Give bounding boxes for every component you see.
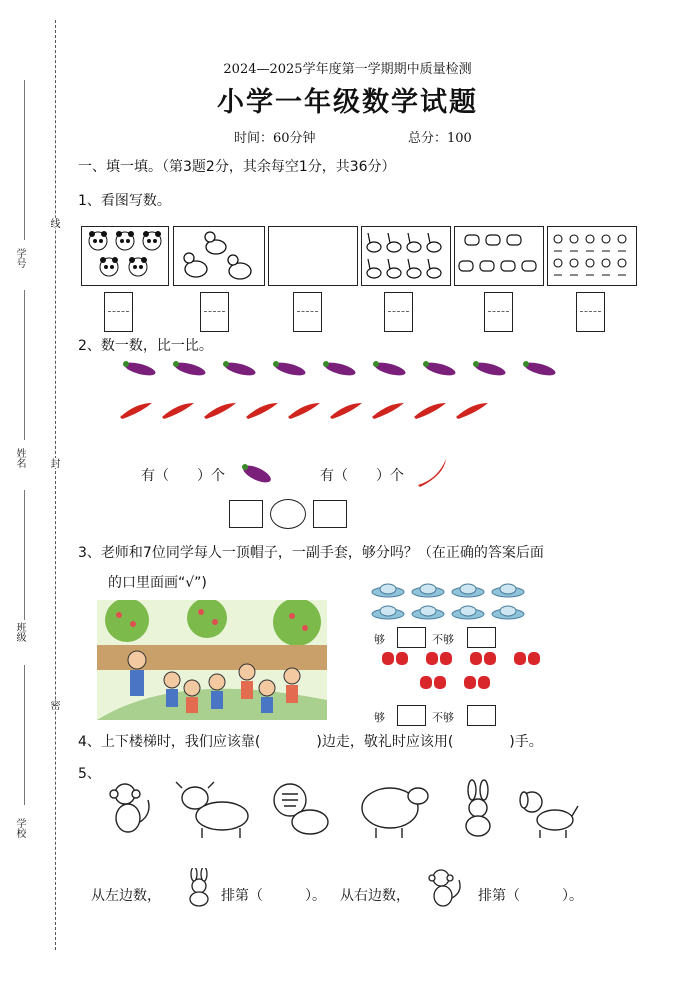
compare-symbol-circle[interactable]	[270, 499, 306, 529]
cut-mark-line: 线	[48, 218, 59, 228]
little-figure-icon	[548, 227, 636, 285]
q4-text: 4、上下楼梯时，我们应该靠( )边走，敬礼时应该用( )手。	[78, 734, 543, 750]
eggplant-row	[120, 355, 560, 385]
q3-glove-not-enough: 不够	[432, 711, 454, 724]
q2-title: 2、数一数，比一比。	[78, 338, 213, 354]
q2-has-chili: 有（ ）个	[320, 468, 404, 484]
answer-box[interactable]	[576, 292, 605, 332]
q2-has-eggplant: 有（ ）个	[141, 468, 225, 484]
q3-hat-enough: 够	[374, 633, 385, 646]
answer-box[interactable]	[200, 292, 229, 332]
q5-right-prefix: 从右边数，	[340, 888, 410, 904]
exam-score: 总分：100	[408, 131, 472, 146]
rabbit-icon	[466, 780, 490, 836]
q3-line2: 的口里面画“√”)	[108, 575, 207, 591]
frog-icon	[455, 227, 543, 285]
rabbit-icon	[181, 868, 217, 908]
answer-box[interactable]	[484, 292, 513, 332]
sidebar-rule	[24, 665, 25, 805]
sheep-icon	[362, 788, 428, 838]
exam-time: 时间：60分钟	[234, 131, 316, 146]
dog-icon	[520, 792, 578, 838]
hat-icon	[370, 582, 550, 624]
chili-icon	[414, 455, 450, 489]
gloves-icon	[380, 650, 550, 694]
exam-title: 小学一年级数学试题	[217, 87, 478, 118]
hat-not-enough-checkbox[interactable]	[467, 627, 496, 648]
duck-icon	[174, 227, 264, 285]
q5-rank-left: 排第（ ）。	[221, 888, 326, 904]
q3-line1: 3、老师和7位同学每人一顶帽子，一副手套，够分吗？（在正确的答案后面	[78, 545, 544, 561]
eggplant-icon	[240, 458, 274, 488]
monkey-icon	[110, 784, 149, 832]
sidebar-label-name: 姓名	[14, 448, 25, 468]
sidebar-label-school: 学校	[14, 818, 25, 838]
q5-number: 5、	[78, 766, 101, 782]
frog-picture	[454, 226, 544, 286]
cut-mark-seal: 封	[48, 458, 59, 468]
panda-picture	[81, 226, 169, 286]
answer-box[interactable]	[293, 292, 322, 332]
binding-dashed-line	[55, 20, 56, 950]
goose-icon	[362, 227, 450, 285]
q3-glove-enough: 够	[374, 711, 385, 724]
goose-picture	[361, 226, 451, 286]
figure-picture	[547, 226, 637, 286]
hat-enough-checkbox[interactable]	[397, 627, 426, 648]
chili-row	[116, 395, 500, 425]
q3-hat-not-enough: 不够	[432, 633, 454, 646]
tiger-icon	[274, 784, 328, 834]
sidebar-rule	[24, 290, 25, 440]
q5-left-prefix: 从左边数，	[91, 888, 161, 904]
teacher-students-illustration	[97, 600, 327, 720]
panda-icon	[82, 227, 168, 285]
exam-subtitle: 2024—2025学年度第一学期期中质量检测	[223, 62, 472, 77]
section-title: 一、填一填。（第3题2分，其余每空1分，共36分）	[78, 159, 396, 175]
compare-box-left[interactable]	[229, 500, 263, 528]
sidebar-label-class: 班级	[14, 622, 25, 642]
q5-rank-right: 排第（ ）。	[478, 888, 583, 904]
answer-box[interactable]	[104, 292, 133, 332]
animal-row	[100, 778, 580, 840]
compare-box-right[interactable]	[313, 500, 347, 528]
cut-mark-secret: 密	[48, 700, 59, 710]
duck-picture	[173, 226, 265, 286]
sidebar-rule	[24, 490, 25, 620]
empty-picture-box	[268, 226, 358, 286]
glove-enough-checkbox[interactable]	[397, 705, 426, 726]
sidebar-label-student-id: 学号	[14, 248, 25, 268]
glove-not-enough-checkbox[interactable]	[467, 705, 496, 726]
cow-icon	[176, 782, 248, 838]
answer-box[interactable]	[384, 292, 413, 332]
monkey-icon	[425, 866, 465, 908]
q1-title: 1、看图写数。	[78, 193, 171, 209]
